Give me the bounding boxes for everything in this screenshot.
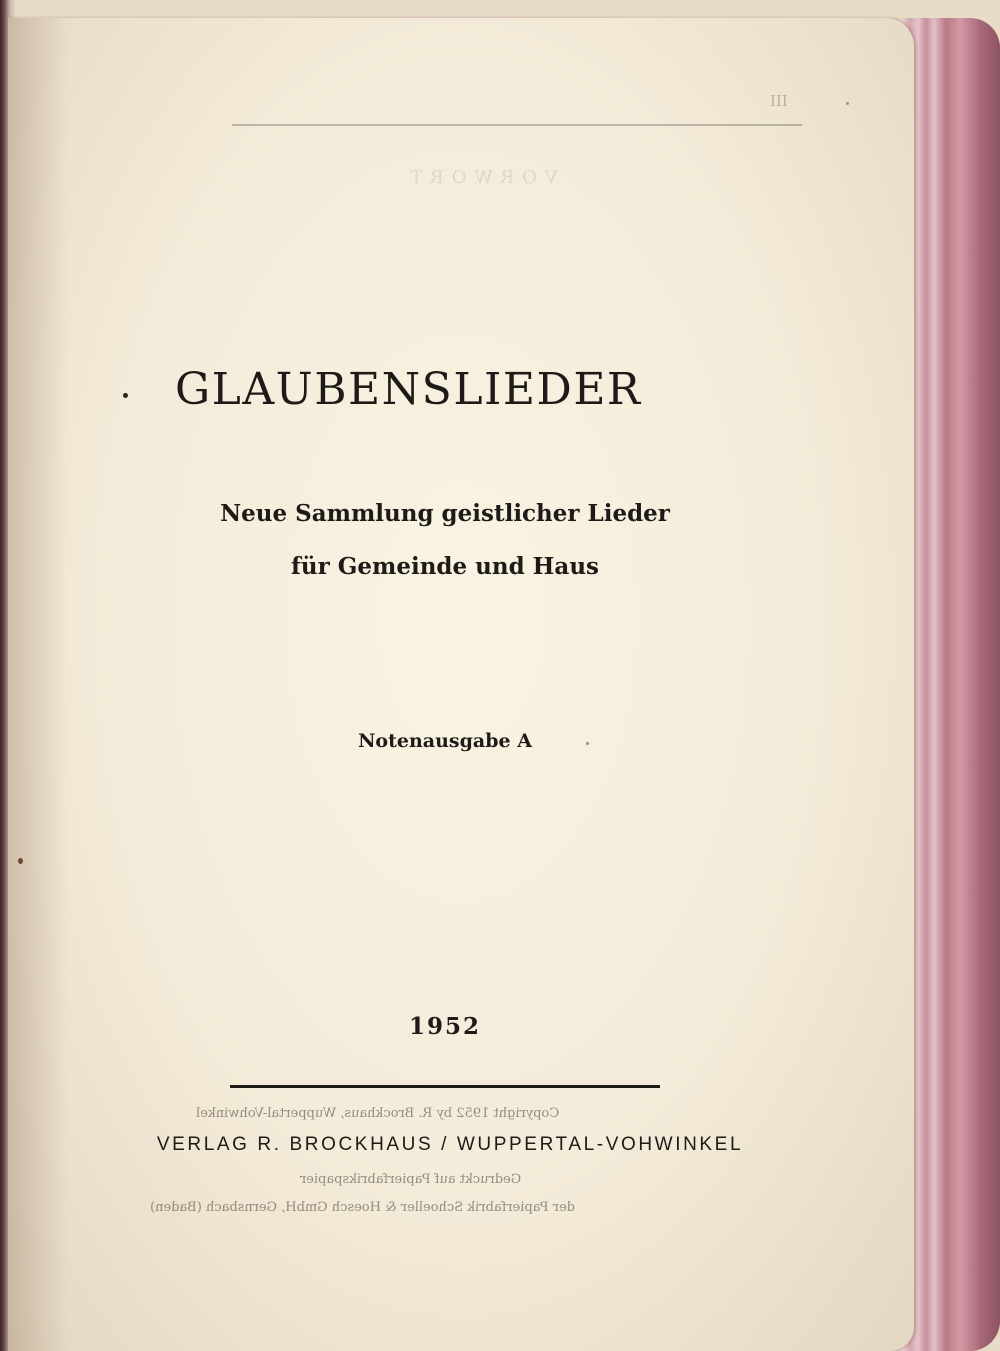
publisher-rule: [230, 1085, 660, 1088]
subtitle-line-2: für Gemeinde und Haus: [290, 553, 599, 580]
bleed-through-text: [150, 68, 810, 190]
publication-year: 1952: [408, 1013, 481, 1040]
bleed-through-paper-note: Gedruckt auf Papierfabrikspapier: [300, 1172, 522, 1187]
paper-speck: [846, 102, 849, 105]
edition-label: Notenausgabe A: [358, 730, 532, 752]
bleed-through-page-number: III: [770, 92, 788, 110]
publisher-imprint: VERLAG R. BROCKHAUS / WUPPERTAL-VOHWINKEL: [156, 1134, 744, 1155]
bleed-through-copyright: Copyright 1952 by R. Brockhaus, Wuppertal-Vohwinkel: [196, 1106, 560, 1121]
bleed-through-heading: VORWORT: [402, 167, 558, 188]
paper-speck: [586, 742, 589, 745]
paper-speck: [18, 858, 23, 864]
bullet-dot: [123, 393, 128, 398]
subtitle-line-1: Neue Sammlung geistlicher Lieder: [220, 500, 670, 527]
book-title: GLAUBENSLIEDER: [175, 364, 642, 415]
bleed-through-printer: der Papierfabrik Schoeller & Hoesch GmbH, Gernsbach (Baden): [150, 1200, 576, 1215]
gutter-shadow: [8, 18, 68, 1351]
